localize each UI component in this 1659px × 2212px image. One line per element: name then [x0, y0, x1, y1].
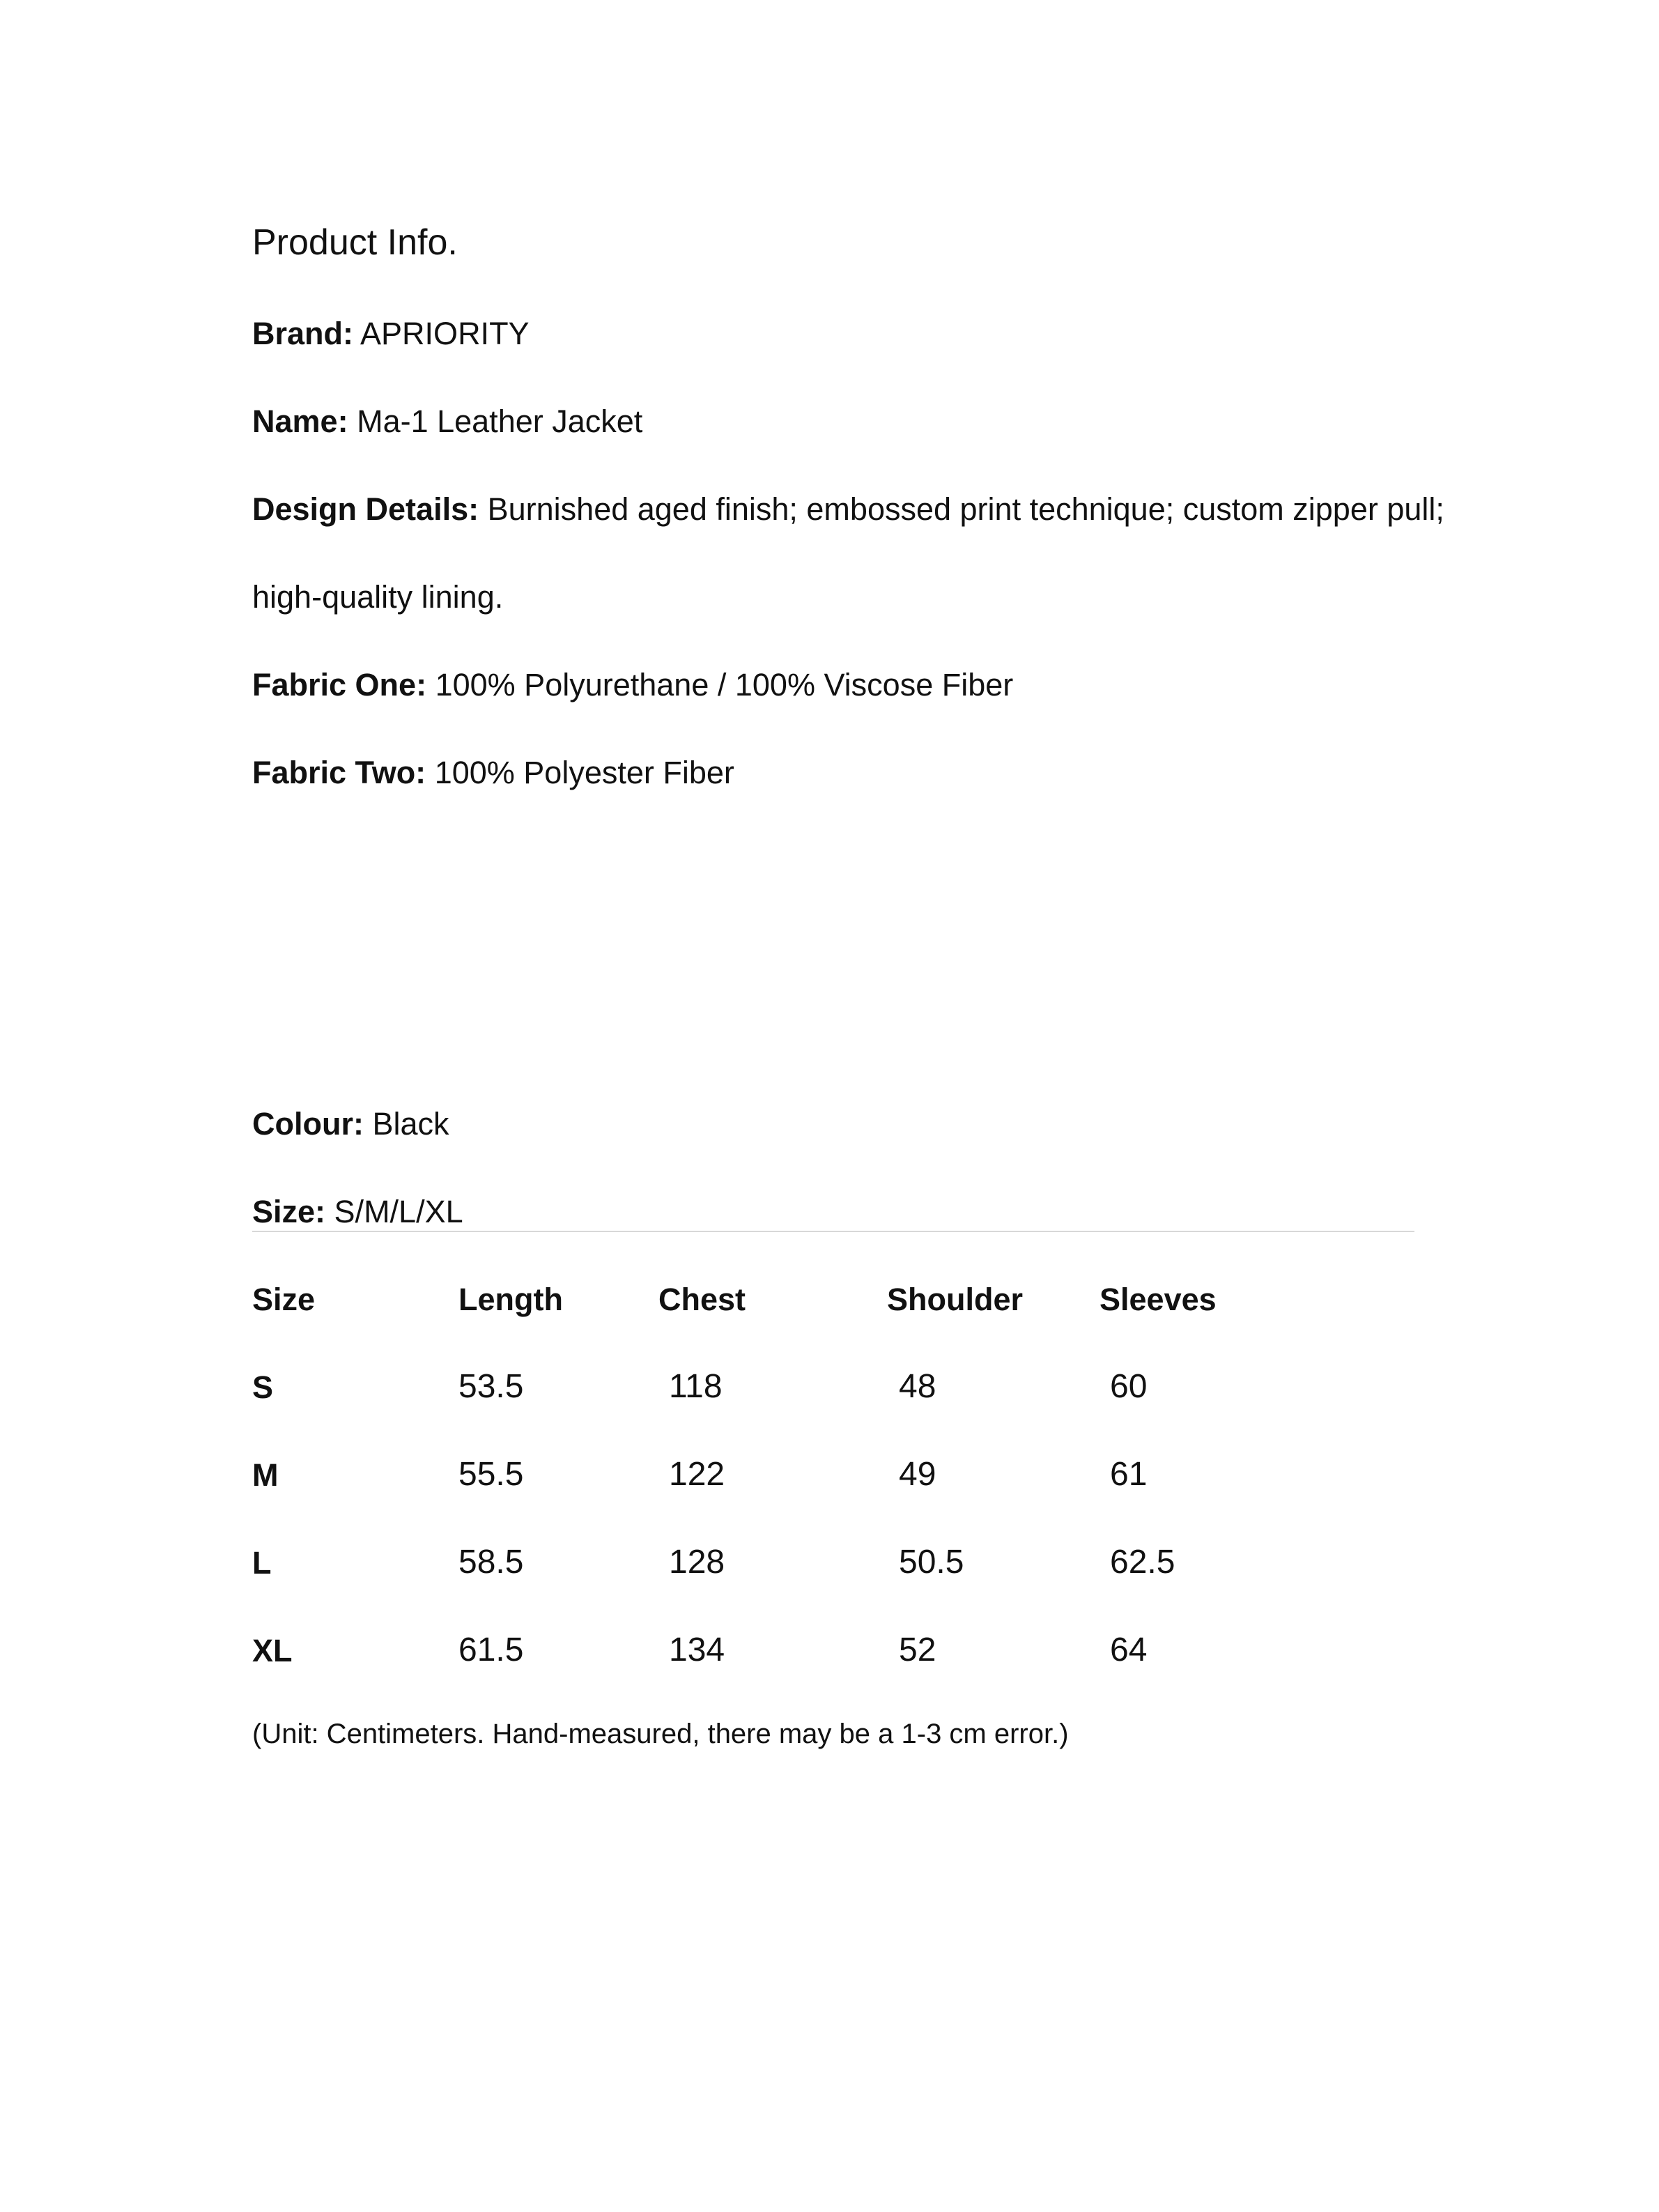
table-cell-shoulder: 48 — [899, 1368, 936, 1405]
table-cell-shoulder: 49 — [899, 1456, 936, 1493]
table-cell-length: 58.5 — [458, 1544, 524, 1581]
table-cell-shoulder: 50.5 — [899, 1544, 964, 1581]
table-cell-size: L — [252, 1545, 272, 1581]
table-header-chest: Chest — [658, 1282, 746, 1317]
table-cell-length: 53.5 — [458, 1368, 524, 1405]
table-cell-sleeves: 64 — [1110, 1631, 1148, 1668]
brand-value: APRIORITY — [360, 316, 530, 351]
table-cell-size: S — [252, 1369, 274, 1405]
size-line — [252, 1196, 463, 1227]
colour-line — [252, 1106, 449, 1142]
divider — [252, 1231, 1414, 1232]
table-cell-size: M — [252, 1457, 279, 1493]
fabric-two-value: 100% Polyester Fiber — [434, 755, 734, 790]
table-cell-size: XL — [252, 1633, 293, 1668]
fabric-one-value: 100% Polyurethane / 100% Viscose Fiber — [435, 667, 1014, 702]
table-cell-length: 61.5 — [458, 1631, 524, 1668]
table-header-sleeves: Sleeves — [1099, 1282, 1217, 1317]
table-cell-sleeves: 61 — [1110, 1456, 1148, 1493]
design-details-continuation: high-quality lining. — [252, 579, 504, 615]
table-cell-shoulder: 52 — [899, 1631, 936, 1668]
fabric-two-line — [252, 757, 734, 788]
brand-label: Brand: — [252, 316, 353, 351]
table-header-shoulder: Shoulder — [887, 1282, 1024, 1317]
design-details-line — [252, 493, 1444, 525]
table-cell-length: 55.5 — [458, 1456, 524, 1493]
table-header-length: Length — [458, 1282, 563, 1317]
name-label: Name: — [252, 404, 348, 439]
fabric-two-label: Fabric Two: — [252, 755, 426, 790]
design-details-label: Design Details: — [252, 491, 479, 527]
name-value: Ma-1 Leather Jacket — [357, 404, 643, 439]
colour-value: Black — [372, 1106, 449, 1142]
size-label: Size: — [252, 1194, 326, 1229]
table-cell-sleeves: 60 — [1110, 1368, 1148, 1405]
table-header-size: Size — [252, 1282, 316, 1317]
measurement-note: (Unit: Centimeters. Hand-measured, there may be a 1-3 cm error.) — [252, 1719, 1069, 1749]
name-line — [252, 406, 642, 437]
size-value: S/M/L/XL — [334, 1194, 463, 1229]
table-cell-chest: 118 — [669, 1368, 723, 1405]
colour-label: Colour: — [252, 1106, 364, 1142]
table-cell-chest: 128 — [669, 1544, 725, 1581]
fabric-one-line — [252, 669, 1013, 700]
table-cell-chest: 134 — [669, 1631, 725, 1668]
design-details-value: Burnished aged finish; embossed print technique; custom zipper pull; — [487, 491, 1444, 527]
brand-line — [252, 318, 530, 349]
page-title: Product Info. — [252, 222, 458, 263]
fabric-one-label: Fabric One: — [252, 667, 427, 702]
table-cell-sleeves: 62.5 — [1110, 1544, 1175, 1581]
table-cell-chest: 122 — [669, 1456, 725, 1493]
